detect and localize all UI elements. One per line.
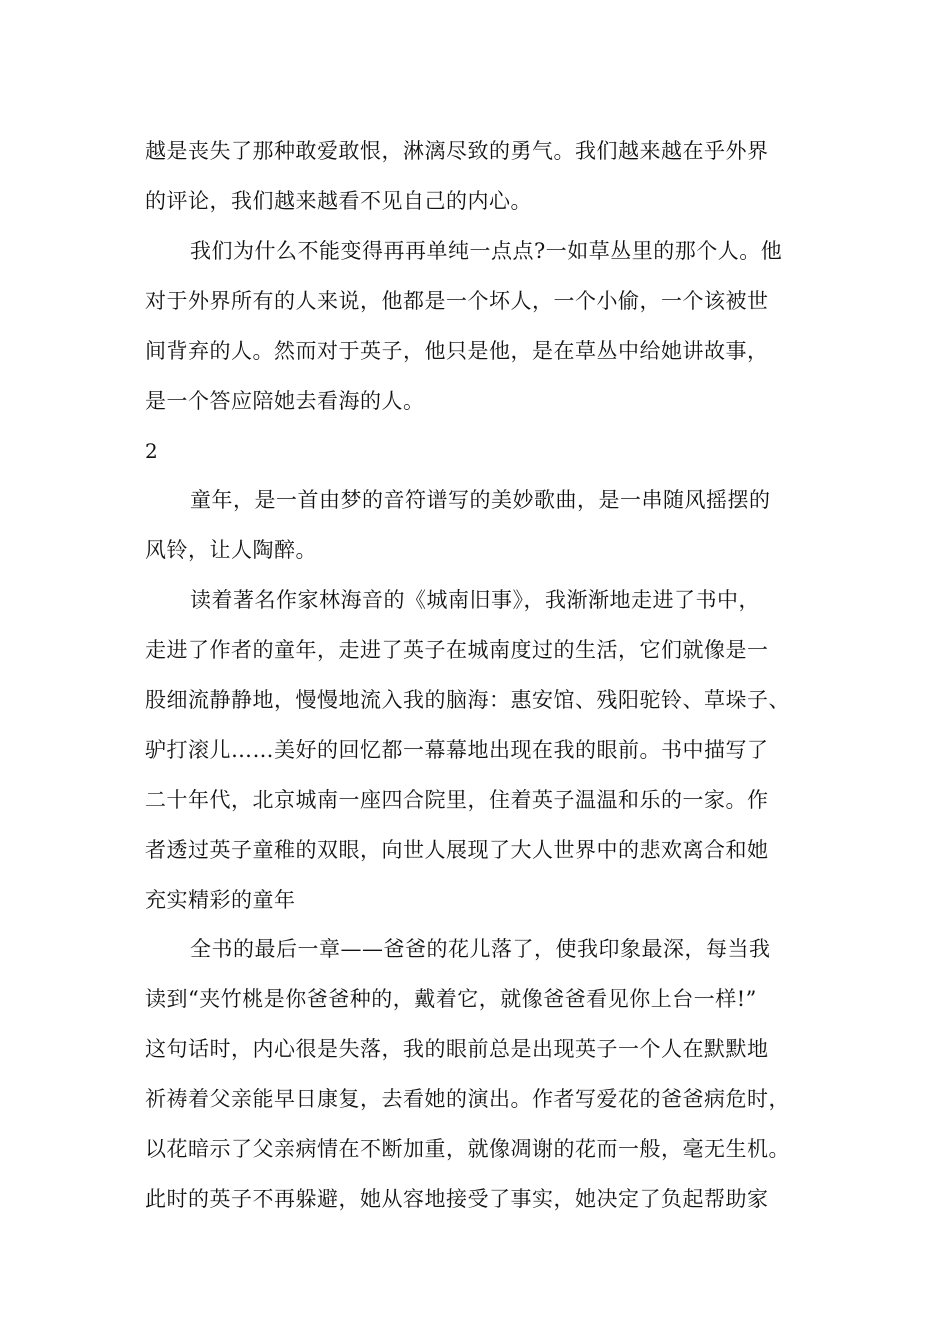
text-line: 走进了作者的童年，走进了英子在城南度过的生活，它们就像是一: [145, 638, 769, 662]
text-line: 的评论，我们越来越看不见自己的内心。: [145, 189, 532, 213]
text-line: 二十年代，北京城南一座四合院里，住着英子温温和乐的一家。作: [145, 788, 769, 812]
paragraph-first-line: 童年，是一首由梦的音符谱写的美妙歌曲，是一串随风摇摆的: [190, 488, 771, 512]
text-line: 间背弃的人。然而对于英子，他只是他，是在草丛中给她讲故事，: [145, 339, 769, 363]
text-line: 以花暗示了父亲病情在不断加重，就像凋谢的花而一般，毫无生机。: [145, 1137, 790, 1161]
text-line: 读到“夹竹桃是你爸爸种的，戴着它，就像爸爸看见你上台一样!”: [145, 987, 757, 1011]
text-line: 者透过英子童稚的双眼，向世人展现了大人世界中的悲欢离合和她: [145, 838, 769, 862]
paragraph-first-line: 全书的最后一章——爸爸的花儿落了，使我印象最深，每当我: [190, 937, 771, 961]
section-number: 2: [145, 439, 158, 463]
text-line: 驴打滚儿……美好的回忆都一幕幕地出现在我的眼前。书中描写了: [145, 738, 769, 762]
paragraph-first-line: 我们为什么不能变得再再单纯一点点?一如草丛里的那个人。他: [190, 239, 783, 263]
text-line: 是一个答应陪她去看海的人。: [145, 389, 425, 413]
text-line: 对于外界所有的人来说，他都是一个坏人，一个小偷，一个该被世: [145, 289, 769, 313]
text-line: 越是丧失了那种敢爱敢恨，淋漓尽致的勇气。我们越来越在乎外界: [145, 139, 769, 163]
text-line: 祈祷着父亲能早日康复，去看她的演出。作者写爱花的爸爸病危时，: [145, 1087, 790, 1111]
text-line: 这句话时，内心很是失落，我的眼前总是出现英子一个人在默默地: [145, 1037, 769, 1061]
text-line: 风铃，让人陶醉。: [145, 538, 317, 562]
text-line: 充实精彩的童年: [145, 888, 296, 912]
text-line: 此时的英子不再躲避，她从容地接受了事实，她决定了负起帮助家: [145, 1187, 769, 1211]
paragraph-first-line: 读着著名作家林海音的《城南旧事》，我渐渐地走进了书中，: [190, 588, 760, 612]
text-line: 股细流静静地，慢慢地流入我的脑海：惠安馆、残阳驼铃、草垛子、: [145, 688, 790, 712]
